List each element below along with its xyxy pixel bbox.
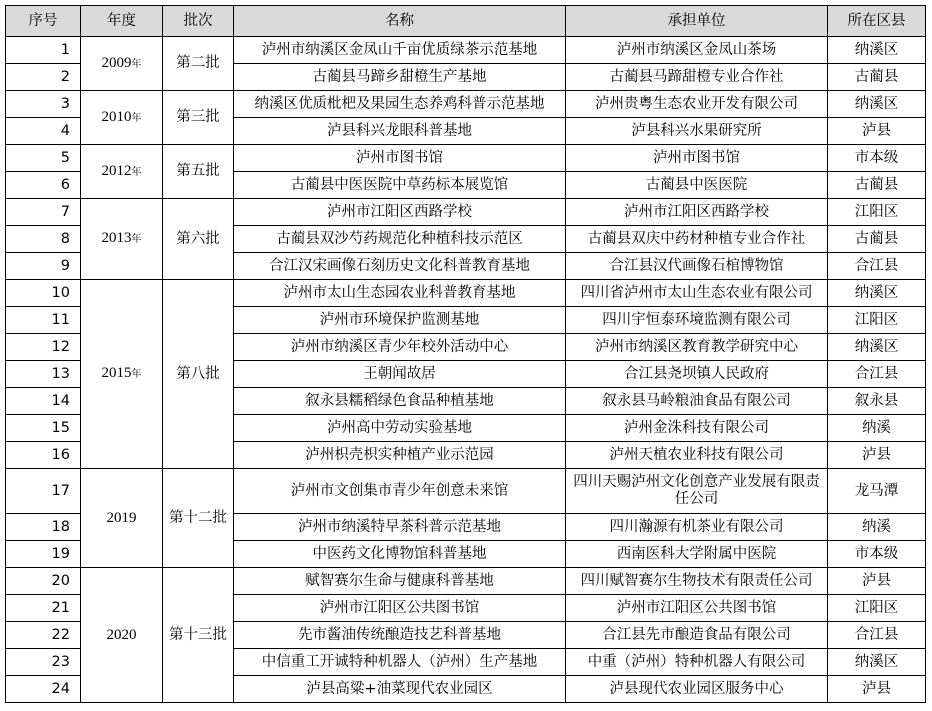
year-suffix: 年 (131, 234, 142, 245)
cell-unit: 四川省泸州市太山生态农业有限公司 (566, 280, 828, 307)
cell-district: 古蔺县 (828, 226, 926, 253)
cell-seq: 8 (6, 226, 81, 253)
cell-name: 泸州市文创集市青少年创意未来馆 (234, 469, 566, 514)
cell-unit: 泸州市江阳区西路学校 (566, 199, 828, 226)
cell-district: 合江县 (828, 622, 926, 649)
cell-district: 纳溪区 (828, 649, 926, 676)
cell-name: 叙永县糯稻绿色食品种植基地 (234, 388, 566, 415)
cell-name: 泸州市纳溪特早茶科普示范基地 (234, 514, 566, 541)
cell-seq: 11 (6, 307, 81, 334)
cell-unit: 泸州市江阳区公共图书馆 (566, 595, 828, 622)
cell-unit: 泸州市图书馆 (566, 145, 828, 172)
cell-batch: 第三批 (163, 91, 234, 145)
header-year: 年度 (81, 6, 163, 37)
cell-batch: 第八批 (163, 280, 234, 469)
cell-batch: 第十二批 (163, 469, 234, 568)
cell-unit: 泸县科兴水果研究所 (566, 118, 828, 145)
cell-unit: 中重（泸州）特种机器人有限公司 (566, 649, 828, 676)
cell-district: 市本级 (828, 145, 926, 172)
cell-unit: 四川赋智赛尔生物技术有限责任公司 (566, 568, 828, 595)
cell-seq: 14 (6, 388, 81, 415)
table-row (6, 199, 926, 226)
table-body (6, 37, 926, 703)
header-name: 名称 (234, 6, 566, 37)
cell-batch: 第二批 (163, 37, 234, 91)
cell-year (81, 199, 163, 280)
cell-district: 纳溪区 (828, 37, 926, 64)
cell-name: 泸县科兴龙眼科普基地 (234, 118, 566, 145)
table-row (6, 469, 926, 514)
cell-unit: 合江县尧坝镇人民政府 (566, 361, 828, 388)
cell-batch: 第六批 (163, 199, 234, 280)
header-district: 所在区县 (828, 6, 926, 37)
cell-year (81, 280, 163, 469)
cell-district: 纳溪 (828, 514, 926, 541)
cell-district: 叙永县 (828, 388, 926, 415)
cell-year (81, 568, 163, 703)
cell-name: 泸州市江阳区西路学校 (234, 199, 566, 226)
table-header-row (6, 6, 926, 37)
cell-seq: 4 (6, 118, 81, 145)
year-suffix: 年 (131, 112, 142, 124)
cell-district: 泸县 (828, 676, 926, 703)
cell-unit: 叙永县马岭粮油食品有限公司 (566, 388, 828, 415)
year-value: 2019 (106, 509, 137, 526)
cell-district: 泸县 (828, 442, 926, 469)
cell-seq: 18 (6, 514, 81, 541)
cell-seq: 7 (6, 199, 81, 226)
cell-name: 纳溪区优质枇杷及果园生态养鸡科普示范基地 (234, 91, 566, 118)
cell-seq: 23 (6, 649, 81, 676)
cell-name: 泸州市江阳区公共图书馆 (234, 595, 566, 622)
year-suffix: 年 (131, 58, 142, 70)
cell-unit: 泸州贵粤生态农业开发有限公司 (566, 91, 828, 118)
cell-year (81, 145, 163, 199)
cell-seq: 10 (6, 280, 81, 307)
cell-unit: 泸州市纳溪区金凤山茶场 (566, 37, 828, 64)
cell-seq: 3 (6, 91, 81, 118)
cell-seq: 21 (6, 595, 81, 622)
cell-unit: 四川宇恒泰环境监测有限公司 (566, 307, 828, 334)
table-row (6, 568, 926, 595)
cell-seq: 17 (6, 469, 81, 514)
cell-seq: 2 (6, 64, 81, 91)
cell-district: 泸县 (828, 568, 926, 595)
cell-unit: 泸县现代农业园区服务中心 (566, 676, 828, 703)
cell-batch: 第五批 (163, 145, 234, 199)
table-row (6, 91, 926, 118)
cell-name: 泸州市太山生态园农业科普教育基地 (234, 280, 566, 307)
cell-unit: 泸州金洙科技有限公司 (566, 415, 828, 442)
cell-unit: 四川瀚源有机茶业有限公司 (566, 514, 828, 541)
cell-name: 古蔺县中医医院中草药标本展览馆 (234, 172, 566, 199)
cell-name: 泸县高粱+油菜现代农业园区 (234, 676, 566, 703)
year-value: 2013 (101, 230, 132, 246)
cell-name: 泸州市纳溪区金凤山千亩优质绿茶示范基地 (234, 37, 566, 64)
year-value: 2010 (101, 108, 132, 125)
cell-district: 江阳区 (828, 307, 926, 334)
cell-unit: 西南医科大学附属中医院 (566, 541, 828, 568)
cell-name: 王朝闻故居 (234, 361, 566, 388)
cell-name: 泸州市环境保护监测基地 (234, 307, 566, 334)
cell-district: 江阳区 (828, 199, 926, 226)
cell-name: 泸州市图书馆 (234, 145, 566, 172)
cell-district: 纳溪区 (828, 91, 926, 118)
cell-seq: 15 (6, 415, 81, 442)
cell-seq: 13 (6, 361, 81, 388)
cell-seq: 9 (6, 253, 81, 280)
cell-seq: 12 (6, 334, 81, 361)
cell-seq: 5 (6, 145, 81, 172)
cell-name: 中医药文化博物馆科普基地 (234, 541, 566, 568)
cell-seq: 6 (6, 172, 81, 199)
cell-seq: 24 (6, 676, 81, 703)
cell-name: 中信重工开诚特种机器人（泸州）生产基地 (234, 649, 566, 676)
cell-name: 合江汉宋画像石刻历史文化科普教育基地 (234, 253, 566, 280)
cell-district: 合江县 (828, 253, 926, 280)
year-value: 2012 (101, 162, 132, 179)
cell-seq: 1 (6, 37, 81, 64)
year-suffix: 年 (131, 369, 142, 380)
header-seq: 序号 (6, 6, 81, 37)
header-unit: 承担单位 (566, 6, 828, 37)
science-base-table (5, 5, 926, 703)
cell-name: 泸州枳壳枳实种植产业示范园 (234, 442, 566, 469)
cell-unit: 四川天赐泸州文化创意产业发展有限责任公司 (566, 469, 828, 514)
cell-unit: 合江县汉代画像石棺博物馆 (566, 253, 828, 280)
cell-seq: 20 (6, 568, 81, 595)
cell-unit: 古蔺县马蹄甜橙专业合作社 (566, 64, 828, 91)
cell-unit: 泸州市纳溪区教育教学研究中心 (566, 334, 828, 361)
cell-year (81, 91, 163, 145)
cell-district: 市本级 (828, 541, 926, 568)
cell-district: 泸县 (828, 118, 926, 145)
cell-name: 泸州市纳溪区青少年校外活动中心 (234, 334, 566, 361)
cell-seq: 19 (6, 541, 81, 568)
cell-unit: 泸州天植农业科技有限公司 (566, 442, 828, 469)
cell-name: 古蔺县马蹄乡甜橙生产基地 (234, 64, 566, 91)
table-row (6, 280, 926, 307)
cell-unit: 古蔺县中医医院 (566, 172, 828, 199)
year-value: 2015 (101, 365, 132, 381)
cell-batch: 第十三批 (163, 568, 234, 703)
table-row (6, 145, 926, 172)
year-suffix: 年 (131, 166, 142, 178)
table-row (6, 37, 926, 64)
cell-year (81, 37, 163, 91)
cell-name: 先市酱油传统酿造技艺科普基地 (234, 622, 566, 649)
cell-district: 纳溪区 (828, 280, 926, 307)
cell-unit: 合江县先市酿造食品有限公司 (566, 622, 828, 649)
cell-district: 纳溪 (828, 415, 926, 442)
cell-seq: 22 (6, 622, 81, 649)
cell-name: 赋智赛尔生命与健康科普基地 (234, 568, 566, 595)
year-value: 2020 (106, 626, 137, 643)
year-value: 2009 (101, 54, 132, 71)
cell-district: 江阳区 (828, 595, 926, 622)
cell-district: 龙马潭 (828, 469, 926, 514)
cell-name: 泸州高中劳动实验基地 (234, 415, 566, 442)
cell-seq: 16 (6, 442, 81, 469)
cell-name: 古蔺县双沙芍药规范化种植科技示范区 (234, 226, 566, 253)
cell-unit: 古蔺县双庆中药材种植专业合作社 (566, 226, 828, 253)
cell-district: 纳溪区 (828, 334, 926, 361)
cell-district: 古蔺县 (828, 64, 926, 91)
cell-district: 合江县 (828, 361, 926, 388)
header-batch: 批次 (163, 6, 234, 37)
cell-district: 古蔺县 (828, 172, 926, 199)
cell-year (81, 469, 163, 568)
